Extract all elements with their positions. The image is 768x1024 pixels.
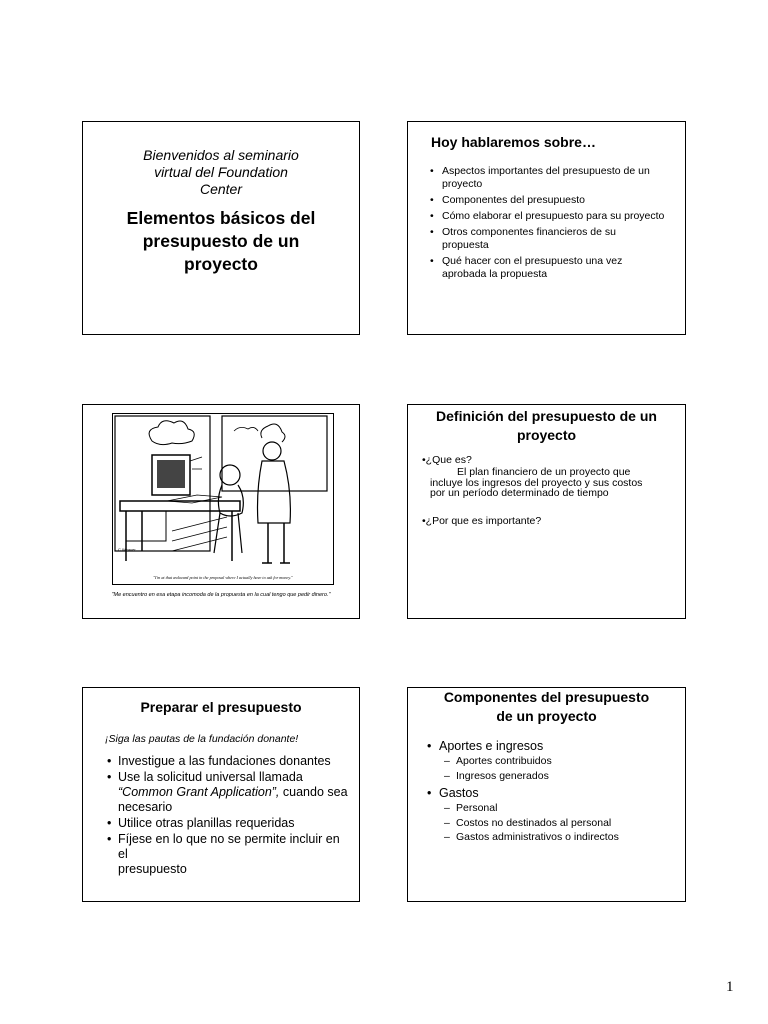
list-item-text: Investigue a las fundaciones donantes — [118, 754, 331, 768]
list-item-text: Otros componentes financieros de su propuesta — [442, 226, 616, 251]
presentation-title-line: Elementos básicos del — [126, 208, 316, 228]
list-item — [107, 832, 349, 877]
dash-icon: – — [444, 755, 450, 767]
sub-list-item-text: Aportes contribuidos — [456, 755, 552, 767]
slide-heading: Hoy hablaremos sobre… — [431, 134, 596, 150]
list-item-text: Cómo elaborar el presupuesto para su proyecto — [442, 210, 665, 222]
lead-text: ¡Siga las pautas de la fundación donante! — [105, 733, 299, 745]
slide-heading-line: Componentes del presupuesto — [443, 689, 650, 705]
list-item-text: Qué hacer con el presupuesto una vez aprobada la propuesta — [442, 255, 623, 280]
list-item-text: Use la solicitud universal llamada — [118, 770, 303, 784]
list-item — [107, 770, 349, 815]
list-item — [430, 255, 665, 281]
sub-list-item-text: Personal — [456, 802, 498, 814]
list-item-text: “Common Grant Application”, — [118, 785, 280, 799]
presentation-title-line: presupuesto de un — [142, 231, 300, 251]
cartoon-signature: C.Weaver — [118, 547, 136, 552]
sub-list-item — [427, 754, 675, 769]
dash-icon: – — [444, 802, 450, 814]
list-item — [107, 816, 349, 831]
list-item-text: necesario — [118, 800, 173, 814]
bullet-icon: • — [430, 194, 434, 206]
definition-line: por un período determinado de tiempo — [430, 487, 609, 499]
slide-heading-line: Definición del presupuesto de un — [436, 408, 657, 424]
definition-text — [430, 467, 675, 499]
bullet-icon: • — [107, 754, 112, 768]
slide-heading — [408, 688, 685, 726]
sub-list-item-text: Costos no destinados al personal — [456, 816, 612, 829]
list-item — [430, 210, 665, 223]
welcome-line: virtual del Foundation — [154, 164, 288, 180]
list-item-text: Componentes del presupuesto — [442, 194, 586, 206]
slide-definition — [407, 404, 686, 619]
bullet-icon: • — [427, 786, 432, 800]
list-item — [430, 165, 665, 191]
bullet-icon: • — [107, 770, 112, 784]
slide-budget-components — [407, 687, 686, 902]
slide-heading-line: proyecto — [516, 427, 577, 443]
list-item — [430, 194, 665, 207]
bullet-icon: • — [427, 739, 432, 753]
slide-agenda — [407, 121, 686, 335]
sub-list-item-text: Ingresos generados — [456, 769, 549, 782]
agenda-list — [430, 165, 665, 284]
list-item-text: Gastos — [439, 786, 479, 800]
welcome-line: Bienvenidos al seminario — [143, 147, 299, 163]
dash-icon: – — [444, 831, 450, 843]
question-why: •¿Por que es importante? — [422, 515, 542, 527]
definition-line: El plan financiero de un proyecto que — [457, 466, 631, 478]
presentation-title-line: proyecto — [184, 254, 258, 274]
slide-heading: Preparar el presupuesto — [140, 699, 302, 715]
slide-prepare-budget — [82, 687, 360, 902]
slide-cartoon — [82, 404, 360, 619]
welcome-line: Center — [199, 181, 243, 197]
sub-list-item — [427, 816, 675, 831]
list-item — [427, 739, 675, 754]
steps-list — [107, 754, 349, 878]
dash-icon: – — [444, 769, 450, 782]
list-item-text: presupuesto — [118, 862, 187, 876]
presentation-title — [93, 207, 349, 276]
cartoon-translation: "Me encuentro en esa etapa incomoda de la propuesta en la cual tengo que pedir dinero." — [111, 592, 331, 598]
sub-list-item — [427, 801, 675, 816]
dash-icon: – — [444, 816, 450, 829]
definition-line: incluye los ingresos del proyecto y sus costos — [430, 476, 643, 489]
list-item-text: Aportes e ingresos — [439, 739, 544, 753]
slide-title-slide — [82, 121, 360, 335]
bullet-icon: • — [107, 816, 112, 830]
list-item-text: Aspectos importantes del presupuesto de un proyecto — [442, 165, 650, 190]
bullet-icon: • — [430, 255, 434, 267]
components-list — [427, 736, 675, 845]
sub-list-item — [427, 830, 675, 845]
cartoon-caption: "I'm at that awkward point in the proposal where I actually have to ask for money." — [153, 575, 293, 580]
page-number: 1 — [726, 979, 734, 995]
welcome-text — [83, 147, 359, 198]
list-item-text: Fíjese en lo que no se permite incluir en el — [118, 832, 340, 861]
slide-heading-line: de un proyecto — [496, 708, 597, 724]
list-item-text: cuando sea — [282, 785, 348, 799]
question-what: •¿Que es? — [422, 454, 472, 466]
sub-list-item — [427, 769, 675, 784]
list-item — [430, 226, 665, 252]
bullet-icon: • — [430, 165, 434, 177]
bullet-icon: • — [107, 832, 112, 846]
sub-list-item-text: Gastos administrativos o indirectos — [456, 831, 619, 843]
slide-heading — [418, 407, 675, 445]
cartoon-illustration — [112, 413, 334, 585]
bullet-icon: • — [430, 226, 434, 238]
list-item — [107, 754, 349, 769]
list-item-text: Utilice otras planillas requeridas — [118, 816, 295, 830]
bullet-icon: • — [430, 210, 434, 222]
list-item — [427, 786, 675, 801]
